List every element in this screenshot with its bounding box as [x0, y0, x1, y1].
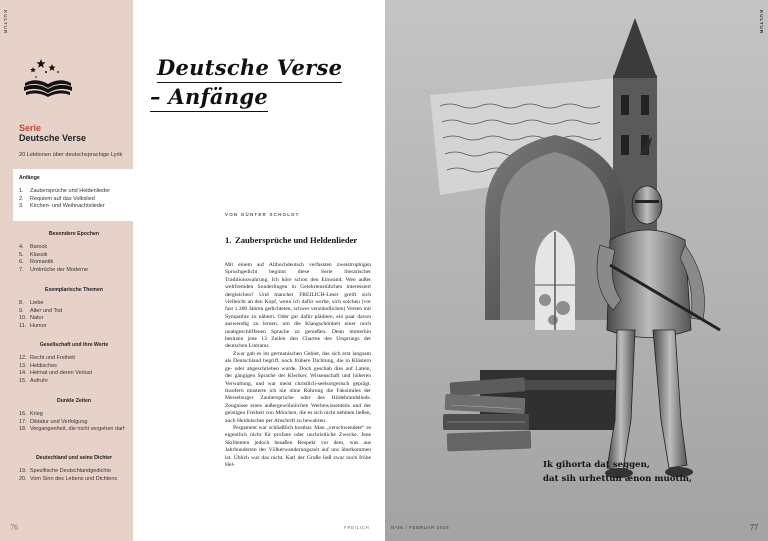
section-tag: KULTUR — [759, 10, 764, 35]
paragraph: Mit einem auf Althochdeutsch verfassten zweistrophigen Spruchgedicht beginnt diese Serie literarischer Traditionswahrung. Ich höre schon den Einwand: Wen außer weltfremden Sonderlingen in Gelehrtenstübchen interessiert dergleichen? Und mancher FREILICH-Leser greift sich vielleicht an den Kopf, wenn ich dafür werbe, sich solchen (vor fast 1.300 Jahren gedichteten, schwer verständlichen) Versen mit Sympathie zu nähern. Oder gar dafür plädiere, ein paar davon auswendig zu lernen, um die Klangschönheit einer noch unabgeschliffenen Sprache zu genießen. Denn immerhin besitzen jene 13 Zeilen den Charme des Ursprungs der deutschen Literatur. — [225, 262, 371, 350]
list-item: 17. Diktatur und Verfolgung — [19, 418, 88, 425]
list-item: 9. Alter und Tod — [19, 307, 63, 314]
page-number-right: 77 — [750, 523, 758, 532]
current-section-heading: Anfänge — [19, 175, 40, 181]
page-number-left: 76 — [10, 523, 18, 532]
list-item: 14. Heimat und deren Verlust — [19, 370, 93, 377]
toc-group-heading: Deutschland und seine Dichter — [35, 455, 113, 461]
list-item: 15. Aufruhr — [19, 377, 49, 384]
list-item: 19. Spezifische Deutschlandgedichte — [19, 468, 112, 474]
series-description: 20 Lektionen über deutschsprachige Lyrik — [19, 152, 123, 158]
list-item: 4. Barock — [19, 244, 48, 250]
paragraph: Zwar gab es im germanischen Gebiet, das sich erst langsam als Deutschland begriff, noch frühere Dichtung, die in Klöstern ge- oder abgeschrieben wurde. Doch geschah dies auf Latein, der gängigen Sprache der Kleriker, Wissenschaft und höheren Verwaltung, und war meist christlich-seelsorgerisch geprägt. Insofern musterte ich nie ohne Rührung die Faksimiles der Merseburger Zaubersprüche oder des Hildebrandslieds. Zeugnisse eines außergewöhnlichen Werbewissenteils und der geistigen Freiheit von Mönchen, die es sich nicht nehmen ließen, auch Heidnisches per Abschrift zu bewahren. — [225, 350, 371, 424]
list-item: 8. Liebe — [19, 300, 44, 306]
section-heading — [225, 235, 375, 246]
article-body — [225, 262, 371, 469]
list-item: 1. Zaubersprüche und Heldenlieder — [19, 188, 111, 194]
toc-group-dunkle-zeiten — [19, 398, 129, 434]
section-number: 1. — [225, 235, 232, 245]
series-title: Deutsche Verse — [19, 133, 87, 143]
open-book-with-stars-icon — [22, 55, 74, 100]
list-item: 20. Vom Sinn des Lebens und Dichtens — [19, 475, 118, 482]
list-item: 5. Klassik — [19, 251, 48, 258]
section-title: Zaubersprüche und Heldenlieder — [235, 235, 358, 245]
list-item: 18. Vergangenheit, die nicht vergehen darf — [19, 426, 125, 433]
toc-group-epochen — [19, 231, 129, 274]
article-title-line2: – Anfänge — [150, 84, 268, 112]
series-label: Serie — [19, 123, 42, 133]
current-section-box — [13, 169, 133, 221]
current-section-list — [19, 188, 131, 211]
toc-group-dichter — [19, 455, 129, 483]
list-item: 10. Natur — [19, 315, 44, 322]
list-item: 6. Romantik — [19, 259, 54, 266]
toc-group-gesellschaft — [19, 342, 129, 385]
list-item: 11. Humor — [19, 322, 47, 329]
list-item: 12. Recht und Freiheit — [19, 355, 75, 361]
verse-line: dat sih urhettun ænon muotin, — [543, 474, 692, 484]
footer-issue: Nº38 / FEBRUAR 2026 — [391, 525, 450, 530]
toc-group-heading: Gesellschaft und ihre Werte — [39, 342, 109, 348]
section-tag: KULTUR — [3, 10, 8, 35]
list-item: 13. Heldisches — [19, 362, 57, 369]
list-item: 3. Kirchen- und Weihnachtslieder — [19, 203, 105, 210]
toc-group-heading: Besondere Epochen — [48, 231, 100, 237]
verse-line: Ik gihorta dat seggen, — [543, 460, 650, 470]
paragraph: Pergament war schließlich kostbar. Man „verschwendete“ es eigentlich nicht für profane oder unchristliche Zwecke. Jene Skribenten jedoch besaßen Respekt vor dem, was aus Jahrhunderten der Völkerwanderungszeit auf uns überkommen ist. Üblich war das nicht. Karl der Große ließ zwar noch frühe Hel- — [225, 424, 371, 468]
illustration-page — [385, 0, 768, 541]
list-item: 16. Krieg — [19, 411, 43, 417]
list-item: 7. Umbrüche der Moderne — [19, 266, 89, 273]
toc-group-themen — [19, 287, 129, 330]
series-sidebar — [0, 0, 133, 541]
article-title-line1: Deutsche Verse — [157, 55, 342, 83]
list-item: 2. Requiem auf das Volkslied — [19, 195, 95, 202]
byline: VON GÜNTER SCHOLDT — [225, 212, 300, 217]
footer-magazine: FREILICH — [344, 525, 370, 530]
toc-group-heading: Exemplarische Themen — [45, 287, 103, 293]
article-column — [133, 0, 385, 541]
toc-group-heading: Dunkle Zeiten — [56, 398, 91, 404]
